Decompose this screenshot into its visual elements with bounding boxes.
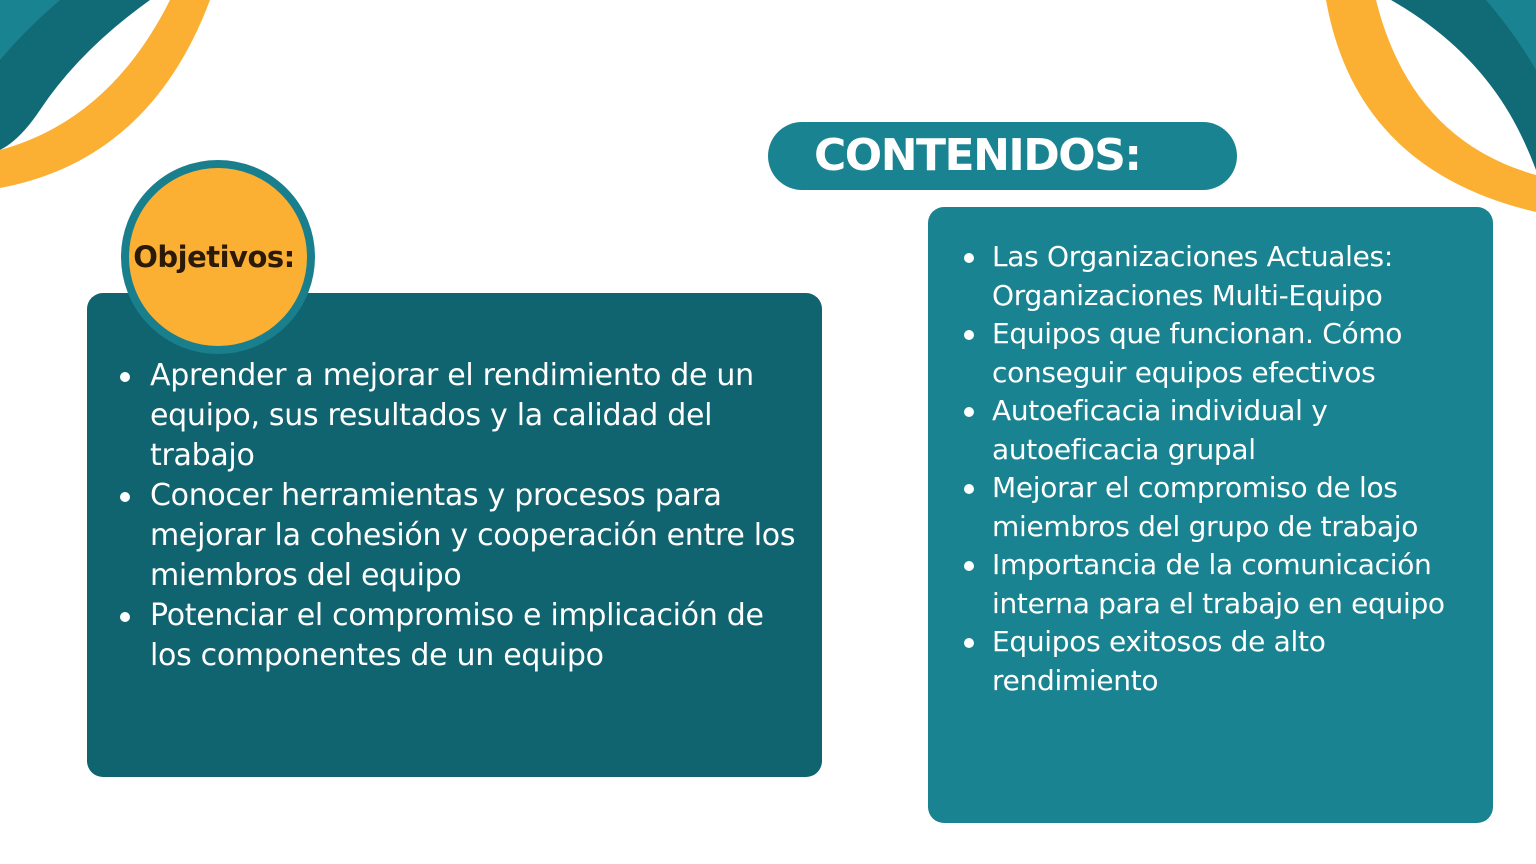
list-item: Autoeficacia individual y autoeficacia grupal [992,392,1482,469]
list-item: Importancia de la comunicación interna para el trabajo en equipo [992,546,1482,623]
contenidos-header [768,122,1237,190]
list-item: Equipos que funcionan. Cómo conseguir equipos efectivos [992,315,1482,392]
contenidos-title: CONTENIDOS: [814,130,1141,181]
list-item: Aprender a mejorar el rendimiento de un equipo, sus resultados y la calidad del trabajo [150,356,810,476]
list-item: Conocer herramientas y procesos para mejorar la cohesión y cooperación entre los miembros del equipo [150,476,810,596]
list-item: Potenciar el compromiso e implicación de los componentes de un equipo [150,596,810,676]
list-item: Las Organizaciones Actuales: Organizaciones Multi-Equipo [992,238,1482,315]
objetivos-title: Objetivos: [133,240,295,274]
corner-decoration-right [1316,0,1536,220]
objetivos-list [150,356,810,676]
list-item: Mejorar el compromiso de los miembros del grupo de trabajo [992,469,1482,546]
objetivos-panel [87,293,822,777]
objetivos-badge [121,160,315,354]
contenidos-panel [928,207,1493,823]
list-item: Equipos exitosos de alto rendimiento [992,623,1482,700]
contenidos-list [992,238,1482,700]
